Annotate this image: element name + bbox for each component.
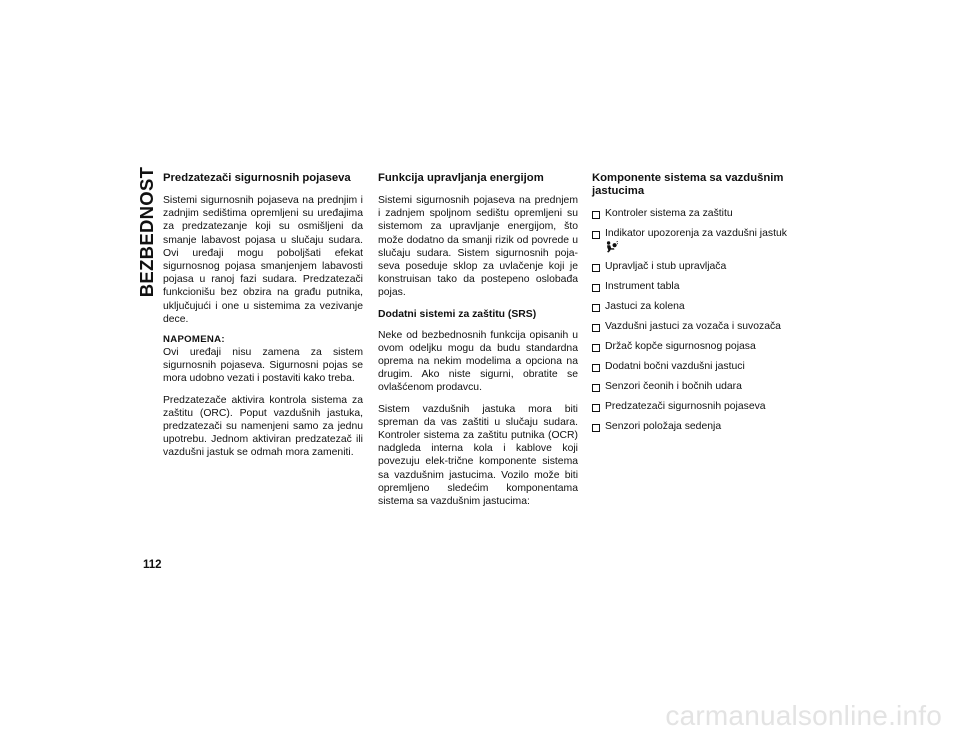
checkbox-square-icon <box>592 324 600 332</box>
checkbox-square-icon <box>592 211 600 219</box>
note-label: NAPOMENA: <box>163 334 225 346</box>
checkbox-square-icon <box>592 384 600 392</box>
srs-paragraph-2: Sistem vazdušnih jastuka mora biti spreman da vas zaštiti u slučaju sudara. Kontroler sistema za zaštitu putnika (OCR) nadgleda interna kola i kablove koji povezuju elek-trične komponente sistema sa vazdušnim jastucima. Vozilo može biti opremljeno sledećim komponentama sistema sa vazdušnim jastucima: <box>378 403 578 508</box>
section-side-tab <box>136 166 157 298</box>
list-item: Upravljač i stub upravljača <box>592 260 792 273</box>
pretensioners-paragraph-1: Sistemi sigurnosnih pojaseva na prednjim i zadnjim sedištima opremljeni su uređajima za predzatezanje koji su osmišljeni da smanje labavost pojasa u slučaju sudara. Ovi uređaji mogu poboljšati efekat sigurnosnog pojasa smanjenjem labavosti pojasa u ranoj fazi sudara. Predzatezači funkcionišu bez obzira na građu putnika, uključujući i one u sistemima za vezivanje dece. <box>163 195 363 325</box>
srs-paragraph-1: Neke od bezbednosnih funkcija opisanih u ovom odeljku mogu da budu standardna oprema na nekim modelima a opciona na drugim. Ako niste sigurni, obratite se ovlašćenom prodavcu. <box>378 329 578 394</box>
list-item: Senzori čeonih i bočnih udara <box>592 380 792 393</box>
checkbox-square-icon <box>592 404 600 412</box>
checkbox-square-icon <box>592 304 600 312</box>
checkbox-square-icon <box>592 344 600 352</box>
energy-management-heading: Funkcija upravljanja energijom <box>378 172 544 184</box>
list-item: Senzori položaja sedenja <box>592 420 792 433</box>
list-item: Kontroler sistema za zaštitu <box>592 207 792 220</box>
watermark: carmanualsonline.info <box>665 700 942 731</box>
list-item: Jastuci za kolena <box>592 300 792 313</box>
column-pretensioners <box>163 172 363 468</box>
pretensioners-paragraph-2: Predzatezače aktivira kontrola sistema za zaštitu (ORC). Poput vazdušnih jastuka, predzatezači su namenjeni samo za jednu upotrebu. Jednom aktiviran predzatezač ili vazdušni jastuk se odmah mora zameniti. <box>163 394 363 459</box>
checkbox-square-icon <box>592 424 600 432</box>
list-item: Indikator upozorenja za vazdušni jastuk <box>592 227 792 253</box>
column-energy-management <box>378 172 578 516</box>
list-item: Vazdušni jastuci za vozača i suvozača <box>592 320 792 333</box>
list-item: Držač kopče sigurnosnog pojasa <box>592 340 792 353</box>
airbag-components-list <box>592 207 792 433</box>
list-item: Instrument tabla <box>592 280 792 293</box>
checkbox-square-icon <box>592 284 600 292</box>
checkbox-square-icon <box>592 231 600 239</box>
pretensioners-heading: Predzatezači sigurnosnih pojaseva <box>163 172 351 184</box>
page-number: 112 <box>143 559 162 571</box>
airbag-warning-icon <box>605 241 618 253</box>
section-side-tab-label: BEZBEDNOST <box>136 166 157 298</box>
energy-management-paragraph: Sistemi sigurnosnih pojaseva na prednjem i zadnjem spoljnom sedištu opremljeni su sistemom za upravljanje energijom, što može dodatno da smanji rizik od povrede u slučaju sudara. Sistem sigurnosnih poja-seva poseduje sklop za uvlačenje koji je konstruisan tako da postepeno oslobađa pojas. <box>378 195 578 299</box>
airbag-components-heading: Komponente sistema sa vazdušnim jastucima <box>592 172 784 197</box>
list-item: Dodatni bočni vazdušni jastuci <box>592 360 792 373</box>
list-item: Predzatezači sigurnosnih pojaseva <box>592 400 792 413</box>
checkbox-square-icon <box>592 364 600 372</box>
srs-subheading: Dodatni sistemi za zaštitu (SRS) <box>378 308 537 320</box>
column-airbag-components <box>592 172 792 440</box>
checkbox-square-icon <box>592 264 600 272</box>
note-text: Ovi uređaji nisu zamena za sistem sigurnosnih pojaseva. Sigurnosni pojas se mora udobno vezati i postaviti kako treba. <box>163 347 363 385</box>
